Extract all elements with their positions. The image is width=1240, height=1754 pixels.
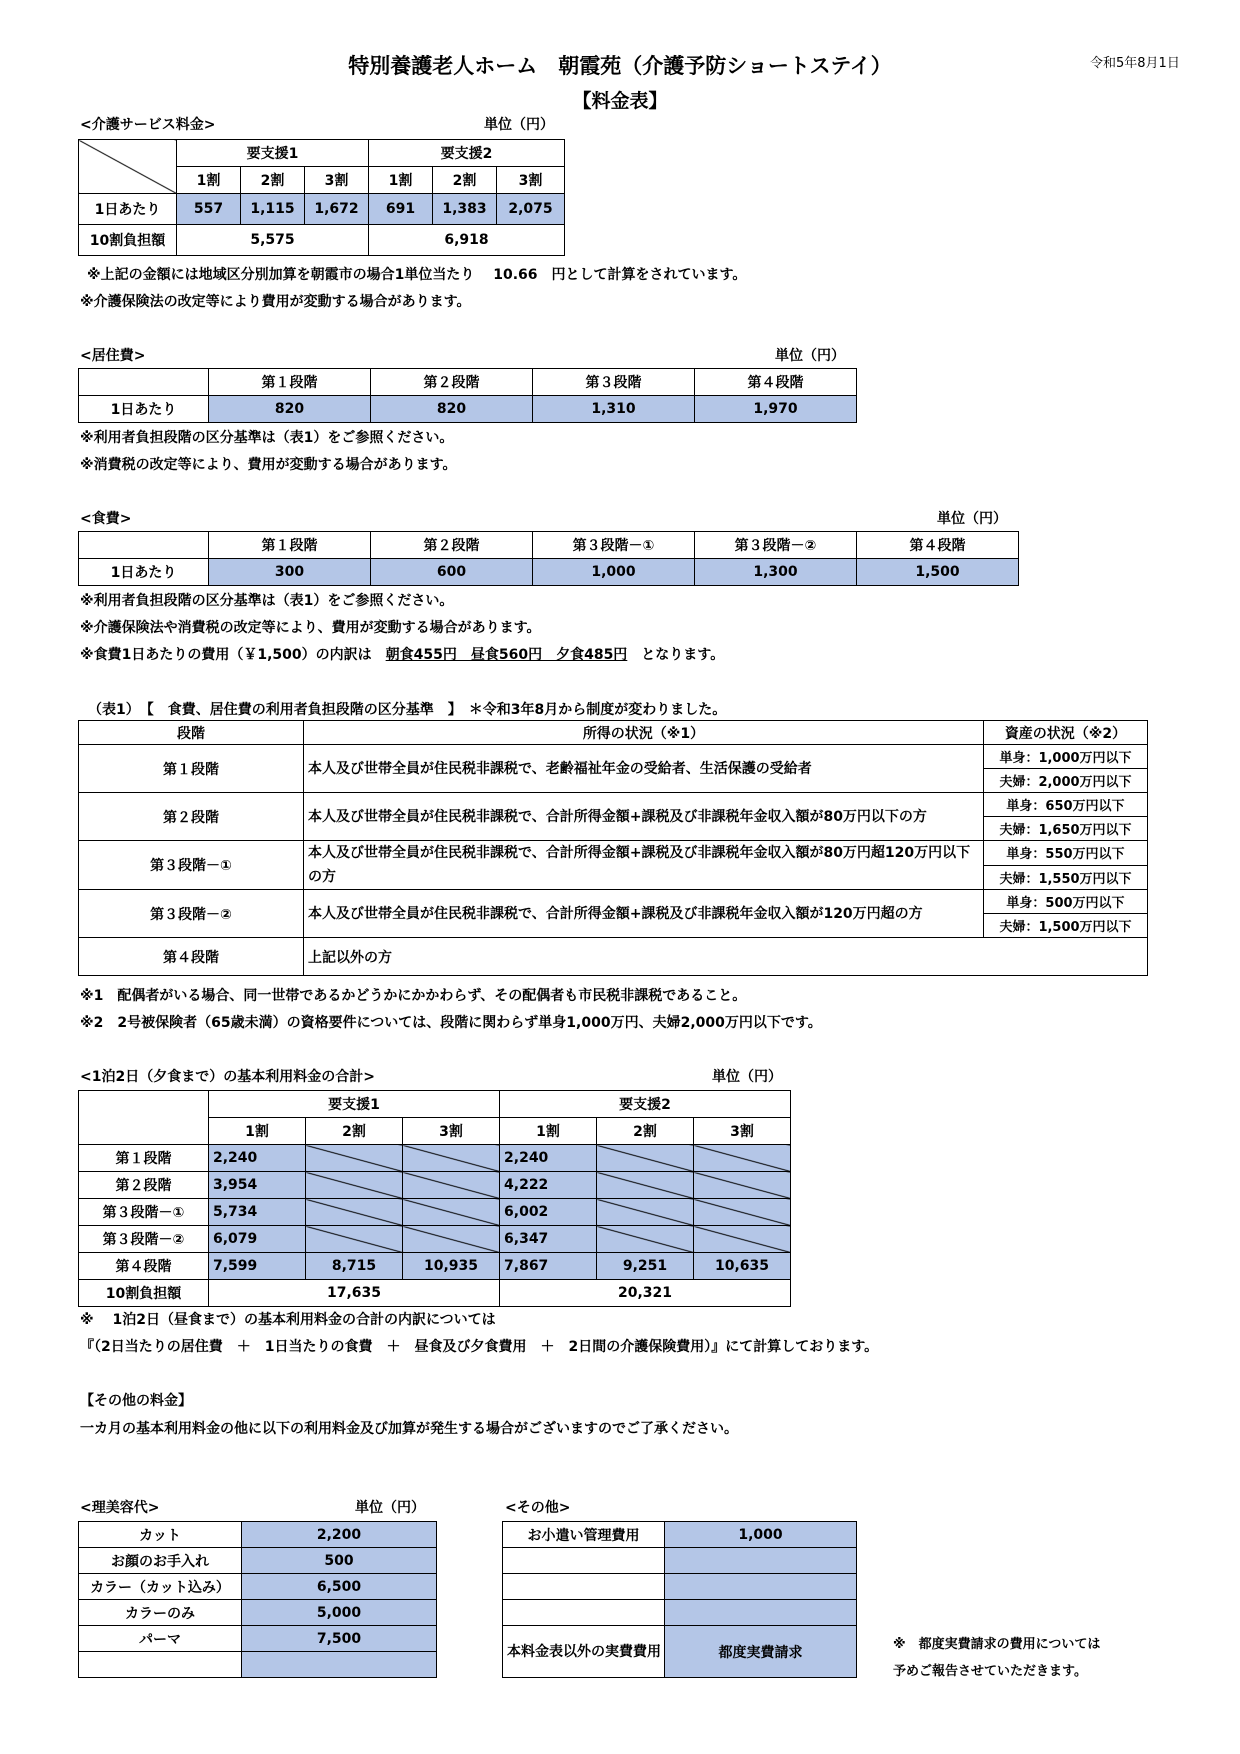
fee-cell: 1,000 bbox=[665, 1522, 857, 1548]
breakdown-pre: ※食費1日あたりの費用（￥1,500）の内訳は bbox=[80, 647, 386, 663]
fee-cell: 500 bbox=[242, 1548, 437, 1574]
housing-heading: <居住費> bbox=[80, 348, 146, 364]
date-label: 令和5年8月1日 bbox=[1090, 56, 1180, 71]
item-label: お顔のお手入れ bbox=[79, 1548, 242, 1574]
fee-cell: 820 bbox=[209, 396, 371, 423]
fee-cell: 10,935 bbox=[403, 1253, 500, 1280]
na-cell bbox=[597, 1145, 694, 1172]
page-subtitle: 【料金表】 bbox=[572, 90, 668, 112]
misc-fee-table bbox=[502, 1521, 857, 1678]
fee-cell: 6,918 bbox=[369, 225, 565, 256]
income-cell: 本人及び世帯全員が住民税非課税で、合計所得金額+課税及び非課税年金収入額が120万円超の方 bbox=[304, 890, 984, 938]
blank-cell bbox=[79, 1091, 209, 1145]
fee-cell: 557 bbox=[177, 194, 241, 225]
na-cell bbox=[403, 1226, 500, 1253]
col-header: 第２段階 bbox=[371, 369, 533, 396]
item-label: カラー（カット込み） bbox=[79, 1574, 242, 1600]
row-label: 第４段階 bbox=[79, 1253, 209, 1280]
blank-cell bbox=[79, 369, 209, 396]
subcol-header: 3割 bbox=[497, 167, 565, 194]
misc-note: 予めご報告させていただきます。 bbox=[893, 1664, 1087, 1679]
meal-unit: 単位（円） bbox=[937, 511, 1007, 527]
na-cell bbox=[597, 1226, 694, 1253]
misc-heading: <その他> bbox=[505, 1500, 571, 1516]
col-header: 資産の状況（※2） bbox=[984, 721, 1148, 745]
na-cell bbox=[694, 1226, 791, 1253]
row-label: 第２段階 bbox=[79, 1172, 209, 1199]
fee-cell: 1,970 bbox=[695, 396, 857, 423]
income-cell: 本人及び世帯全員が住民税非課税で、合計所得金額+課税及び非課税年金収入額が80万円以下の方 bbox=[304, 793, 984, 841]
item-label: 本料金表以外の実費費用 bbox=[503, 1626, 665, 1678]
col-header: 所得の状況（※1） bbox=[304, 721, 984, 745]
subcol-header: 3割 bbox=[403, 1118, 500, 1145]
breakdown-detail: 朝食455円 昼食560円 夕食485円 bbox=[385, 647, 628, 663]
stay-note: 『（2日当たりの居住費 ＋ 1日当たりの食費 ＋ 昼食及び夕食費用 ＋ 2日間の介護保険費用）』にて計算しております。 bbox=[80, 1339, 879, 1355]
group-header: 要支援1 bbox=[177, 140, 369, 167]
na-cell bbox=[306, 1172, 403, 1199]
fee-cell: 都度実費請求 bbox=[665, 1626, 857, 1678]
row-label: 1日あたり bbox=[79, 396, 209, 423]
na-cell bbox=[597, 1172, 694, 1199]
fee-cell: 6,002 bbox=[500, 1199, 597, 1226]
fee-cell: 1,672 bbox=[305, 194, 369, 225]
asset-single: 単身：550万円以下 bbox=[984, 841, 1148, 866]
care-fee-table bbox=[78, 139, 565, 256]
fee-cell bbox=[665, 1574, 857, 1600]
subcol-header: 2割 bbox=[433, 167, 497, 194]
asset-couple: 夫婦：1,550万円以下 bbox=[984, 865, 1148, 890]
fee-cell: 7,500 bbox=[242, 1626, 437, 1652]
fee-cell: 2,075 bbox=[497, 194, 565, 225]
fee-cell: 6,500 bbox=[242, 1574, 437, 1600]
beauty-heading: <理美容代> bbox=[80, 1500, 160, 1516]
item-label bbox=[503, 1548, 665, 1574]
col-header: 第２段階 bbox=[371, 532, 533, 559]
housing-fee-table bbox=[78, 368, 857, 423]
group-header: 要支援2 bbox=[369, 140, 565, 167]
meal-note: ※利用者負担段階の区分基準は（表1）をご参照ください。 bbox=[80, 593, 454, 609]
na-cell bbox=[694, 1199, 791, 1226]
row-label: 第３段階－① bbox=[79, 1199, 209, 1226]
beauty-unit: 単位（円） bbox=[355, 1500, 425, 1516]
stage-label: 第４段階 bbox=[79, 938, 304, 976]
meal-note: ※介護保険法や消費税の改定等により、費用が変動する場合があります。 bbox=[80, 620, 541, 636]
fee-cell: 5,575 bbox=[177, 225, 369, 256]
subcol-header: 3割 bbox=[305, 167, 369, 194]
subcol-header: 3割 bbox=[694, 1118, 791, 1145]
na-cell bbox=[306, 1199, 403, 1226]
row-label: 1日あたり bbox=[79, 559, 209, 586]
fee-cell: 8,715 bbox=[306, 1253, 403, 1280]
housing-note: ※利用者負担段階の区分基準は（表1）をご参照ください。 bbox=[80, 430, 454, 446]
item-label: お小遣い管理費用 bbox=[503, 1522, 665, 1548]
page-title: 特別養護老人ホーム 朝霞苑（介護予防ショートステイ） bbox=[348, 54, 892, 78]
col-header: 第４段階 bbox=[695, 369, 857, 396]
item-label bbox=[503, 1574, 665, 1600]
fee-cell: 1,500 bbox=[857, 559, 1019, 586]
group-header: 要支援2 bbox=[500, 1091, 791, 1118]
fee-cell: 2,240 bbox=[500, 1145, 597, 1172]
subcol-header: 2割 bbox=[241, 167, 305, 194]
col-header: 第３段階 bbox=[533, 369, 695, 396]
fee-cell: 1,115 bbox=[241, 194, 305, 225]
fee-cell: 7,867 bbox=[500, 1253, 597, 1280]
blank-cell bbox=[79, 532, 209, 559]
stage-criteria-table bbox=[78, 720, 1148, 976]
row-label: 第１段階 bbox=[79, 1145, 209, 1172]
col-header: 第３段階－① bbox=[533, 532, 695, 559]
subcol-header: 1割 bbox=[500, 1118, 597, 1145]
breakdown-post: となります。 bbox=[627, 647, 725, 663]
stage-label: 第２段階 bbox=[79, 793, 304, 841]
income-cell: 本人及び世帯全員が住民税非課税で、老齢福祉年金の受給者、生活保護の受給者 bbox=[304, 745, 984, 793]
subcol-header: 1割 bbox=[177, 167, 241, 194]
fee-cell: 7,599 bbox=[209, 1253, 306, 1280]
beauty-fee-table bbox=[78, 1521, 437, 1678]
col-header: 第１段階 bbox=[209, 369, 371, 396]
care-unit: 単位（円） bbox=[484, 117, 554, 133]
stage-label: 第１段階 bbox=[79, 745, 304, 793]
item-label bbox=[79, 1652, 242, 1678]
subcol-header: 1割 bbox=[369, 167, 433, 194]
fee-cell: 17,635 bbox=[209, 1280, 500, 1307]
na-cell bbox=[306, 1226, 403, 1253]
fee-cell: 300 bbox=[209, 559, 371, 586]
table1-heading: （表1） 【 食費、居住費の利用者負担段階の区分基準 】 ＊令和3年8月から制度が変わりました。 bbox=[88, 702, 727, 718]
fee-cell: 1,000 bbox=[533, 559, 695, 586]
item-label: カット bbox=[79, 1522, 242, 1548]
fee-cell bbox=[665, 1548, 857, 1574]
stage-label: 第３段階－① bbox=[79, 841, 304, 890]
na-cell bbox=[403, 1145, 500, 1172]
row-label: 1日あたり bbox=[79, 194, 177, 225]
care-heading: <介護サービス料金> bbox=[80, 117, 216, 133]
item-label: パーマ bbox=[79, 1626, 242, 1652]
col-header: 第１段階 bbox=[209, 532, 371, 559]
subcol-header: 2割 bbox=[597, 1118, 694, 1145]
na-cell bbox=[306, 1145, 403, 1172]
fee-cell: 6,347 bbox=[500, 1226, 597, 1253]
stay-heading: <1泊2日（夕食まで）の基本利用料金の合計> bbox=[80, 1069, 375, 1085]
fee-cell bbox=[665, 1600, 857, 1626]
fee-cell: 5,734 bbox=[209, 1199, 306, 1226]
col-header: 第４段階 bbox=[857, 532, 1019, 559]
misc-note: ※ 都度実費請求の費用については bbox=[893, 1637, 1101, 1652]
stage-label: 第３段階－② bbox=[79, 890, 304, 938]
fee-cell: 1,383 bbox=[433, 194, 497, 225]
fee-cell bbox=[242, 1652, 437, 1678]
row-label: 10割負担額 bbox=[79, 225, 177, 256]
na-cell bbox=[597, 1199, 694, 1226]
stay-fee-table bbox=[78, 1090, 791, 1307]
group-header: 要支援1 bbox=[209, 1091, 500, 1118]
stay-note: ※ 1泊2日（昼食まで）の基本利用料金の合計の内訳については bbox=[80, 1312, 496, 1328]
fee-cell: 1,310 bbox=[533, 396, 695, 423]
meal-fee-table bbox=[78, 531, 1019, 586]
other-text: 一カ月の基本利用料金の他に以下の利用料金及び加算が発生する場合がございますのでご了承ください。 bbox=[80, 1421, 738, 1437]
asset-single: 単身：1,000万円以下 bbox=[984, 745, 1148, 769]
na-cell bbox=[403, 1172, 500, 1199]
other-heading: 【その他の料金】 bbox=[80, 1393, 192, 1409]
asset-couple: 夫婦：1,500万円以下 bbox=[984, 914, 1148, 938]
na-cell bbox=[403, 1199, 500, 1226]
asset-couple: 夫婦：2,000万円以下 bbox=[984, 769, 1148, 793]
fee-cell: 10,635 bbox=[694, 1253, 791, 1280]
housing-unit: 単位（円） bbox=[775, 348, 845, 364]
fee-cell: 600 bbox=[371, 559, 533, 586]
care-note: ※介護保険法の改定等により費用が変動する場合があります。 bbox=[80, 294, 471, 310]
asset-single: 単身：500万円以下 bbox=[984, 890, 1148, 914]
income-cell: 上記以外の方 bbox=[304, 938, 1148, 976]
fee-cell: 20,321 bbox=[500, 1280, 791, 1307]
fee-cell: 5,000 bbox=[242, 1600, 437, 1626]
subcol-header: 1割 bbox=[209, 1118, 306, 1145]
fee-cell: 3,954 bbox=[209, 1172, 306, 1199]
fee-cell: 4,222 bbox=[500, 1172, 597, 1199]
item-label: カラーのみ bbox=[79, 1600, 242, 1626]
fee-cell: 691 bbox=[369, 194, 433, 225]
stay-unit: 単位（円） bbox=[712, 1069, 782, 1085]
table1-note: ※1 配偶者がいる場合、同一世帯であるかどうかにかかわらず、その配偶者も市民税非課税であること。 bbox=[80, 988, 747, 1004]
subcol-header: 2割 bbox=[306, 1118, 403, 1145]
asset-couple: 夫婦：1,650万円以下 bbox=[984, 817, 1148, 841]
table1-note: ※2 2号被保険者（65歳未満）の資格要件については、段階に関わらず単身1,000万円、夫婦2,000万円以下です。 bbox=[80, 1015, 822, 1031]
meal-heading: <食費> bbox=[80, 511, 132, 527]
fee-cell: 9,251 bbox=[597, 1253, 694, 1280]
housing-note: ※消費税の改定等により、費用が変動する場合があります。 bbox=[80, 457, 457, 473]
corner-cell bbox=[79, 140, 177, 194]
row-label: 第３段階－② bbox=[79, 1226, 209, 1253]
income-cell: 本人及び世帯全員が住民税非課税で、合計所得金額+課税及び非課税年金収入額が80万円超120万円以下の方 bbox=[304, 841, 984, 890]
item-label bbox=[503, 1600, 665, 1626]
col-header: 段階 bbox=[79, 721, 304, 745]
fee-cell: 1,300 bbox=[695, 559, 857, 586]
row-label: 10割負担額 bbox=[79, 1280, 209, 1307]
fee-cell: 6,079 bbox=[209, 1226, 306, 1253]
col-header: 第３段階－② bbox=[695, 532, 857, 559]
care-note: ※上記の金額には地域区分別加算を朝霞市の場合1単位当たり 10.66 円として計算をされています。 bbox=[87, 267, 747, 283]
na-cell bbox=[694, 1172, 791, 1199]
asset-single: 単身：650万円以下 bbox=[984, 793, 1148, 817]
fee-cell: 2,240 bbox=[209, 1145, 306, 1172]
na-cell bbox=[694, 1145, 791, 1172]
fee-cell: 2,200 bbox=[242, 1522, 437, 1548]
fee-cell: 820 bbox=[371, 396, 533, 423]
meal-note-breakdown bbox=[80, 644, 724, 664]
